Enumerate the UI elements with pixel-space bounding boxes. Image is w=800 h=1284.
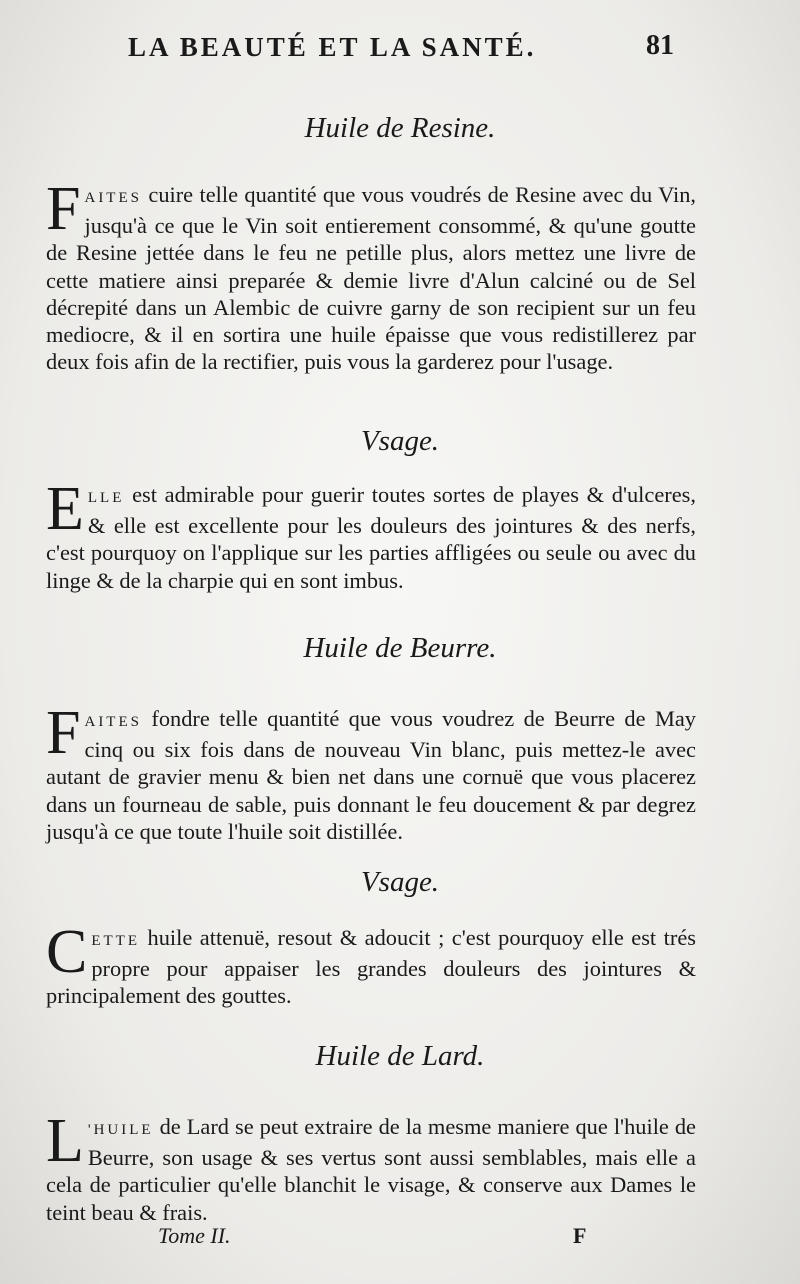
- paragraph: [46, 475, 696, 594]
- small-caps-lead: AITES: [84, 714, 142, 730]
- small-caps-lead: AITES: [84, 190, 142, 206]
- section-heading: Vsage.: [360, 866, 440, 898]
- paragraph-text: est admirable pour guerir toutes sortes de playes & d'ulceres, & elle est excellente pour les douleurs des jointures & des nerfs, c'est pourquoy on l'applique sur les parties affligées ou seule ou avec du linge & de la charpie qui en sont imbus.: [46, 482, 696, 593]
- drop-cap: E: [46, 475, 84, 543]
- drop-cap: L: [46, 1107, 84, 1175]
- signature-mark: Tome II.: [158, 1223, 231, 1248]
- drop-cap: F: [46, 175, 81, 243]
- paragraph-text: cuire telle quantité que vous voudrés de Resine avec du Vin, jusqu'à ce que le Vin soit entierement consommé, & qu'une goutte de Resine jettée dans le feu ne petille plus, alors mettez une livre de cette matiere ainsi preparée & demie livre d'Alun calciné ou de Sel décrepité dans un Alembic de cuivre garny de son recipient sur un feu mediocre, & il en sortira une huile épaisse que vous redistillerez par deux fois afin de la rectifier, puis vous la garderez pour l'usage.: [46, 182, 696, 375]
- page-number: 81: [646, 30, 674, 61]
- drop-cap: F: [46, 699, 81, 767]
- paragraph-text: fondre telle quantité que vous voudrez de Beurre de May cinq ou six fois dans de nouveau Vin blanc, puis mettez-le avec autant de gravier menu & bien net dans une cornuë que vous placerez dans un fourneau de sable, puis donnant le feu doucement & par degrez jusqu'à ce que toute l'huile soit distillée.: [46, 706, 696, 844]
- section-heading: Huile de Lard.: [315, 1040, 485, 1072]
- paragraph-text: de Lard se peut extraire de la mesme maniere que l'huile de Beurre, son usage & ses vertus sont aussi semblables, mais elle a cela de particulier qu'elle blanchit le visage, & conserve aux Dames le teint beau & frais.: [46, 1114, 696, 1225]
- running-title: LA BEAUTÉ ET LA SANTÉ.: [128, 32, 537, 62]
- drop-cap: C: [46, 918, 88, 986]
- paragraph: [46, 699, 696, 845]
- paragraph: [46, 1107, 696, 1226]
- section-heading: Huile de Beurre.: [303, 632, 497, 664]
- section-heading: Vsage.: [360, 425, 440, 457]
- paragraph-text: huile attenuë, resout & adoucit ; c'est pourquoy elle est trés propre pour appaiser les grandes douleurs des jointures & principalement des gouttes.: [46, 925, 696, 1009]
- small-caps-lead: 'HUILE: [87, 1122, 154, 1138]
- paragraph: [46, 918, 696, 1010]
- paragraph: [46, 175, 696, 375]
- section-heading: Huile de Resine.: [304, 112, 496, 144]
- signature-letter: F: [573, 1223, 587, 1248]
- small-caps-lead: LLE: [87, 490, 125, 506]
- small-caps-lead: ETTE: [91, 933, 141, 949]
